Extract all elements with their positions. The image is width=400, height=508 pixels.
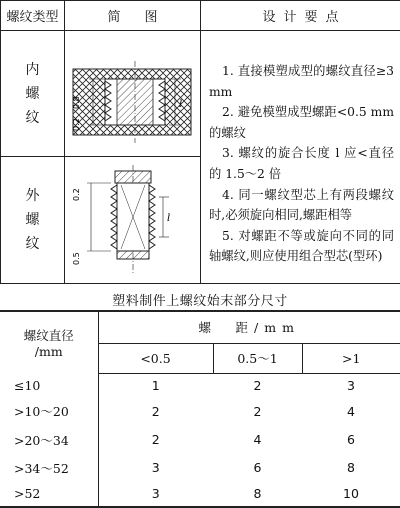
- table-row: [0, 373, 400, 397]
- table-row: [0, 397, 400, 425]
- pitch-header: 螺 距/mm: [98, 311, 400, 343]
- diameter-range: >10～20: [0, 397, 98, 425]
- header-thread-type: 螺纹类型: [1, 1, 65, 31]
- length-label-ext: l: [167, 213, 171, 224]
- design-point-4: 4. 同一螺纹型芯上有两段螺纹时,必须旋向相同,螺距相等: [209, 187, 394, 223]
- size-table-caption: 塑料制件上螺纹始末部分尺寸: [112, 294, 288, 309]
- dim-b-label-ext: 0.5: [72, 252, 81, 265]
- diameter-range: >34～52: [0, 454, 98, 482]
- table-row: [0, 425, 400, 453]
- pitch-range-2: 0.5～1: [213, 343, 302, 373]
- value-cell: 2: [151, 403, 160, 419]
- pitch-range-1: <0.5: [98, 343, 213, 373]
- design-point-5: 5. 对螺距不等或旋向不同的同轴螺纹,则应使用组合型芯(型环): [209, 228, 394, 264]
- internal-thread-label: 内螺纹: [25, 61, 40, 126]
- diameter-unit: /mm: [34, 344, 63, 359]
- pitch-range-3: >1: [302, 343, 400, 373]
- internal-thread-figure-cell: [65, 31, 201, 157]
- design-points-cell: [201, 31, 400, 284]
- header-figure: 简图: [65, 1, 201, 31]
- length-label: l: [179, 99, 183, 110]
- dim-a-label: 0.8: [72, 96, 81, 109]
- value-cell: 1: [151, 377, 160, 393]
- value-cell: 6: [253, 460, 262, 476]
- design-point-3: 3. 螺纹的旋合长度 l 应<直径的 1.5～2 倍: [209, 146, 394, 181]
- external-thread-diagram: [65, 157, 200, 283]
- value-cell: 2: [151, 432, 160, 448]
- internal-thread-row: [1, 31, 400, 157]
- design-point-2: 2. 避免模塑成型螺距<0.5 mm的螺纹: [209, 105, 394, 140]
- value-cell: 4: [347, 403, 355, 419]
- value-cell: 8: [213, 482, 302, 507]
- dim-a-label-ext: 0.2: [72, 188, 81, 201]
- value-cell: 3: [151, 460, 160, 476]
- diameter-range: ≤10: [0, 373, 98, 397]
- diameter-range: >52: [0, 482, 98, 507]
- diameter-header-cell: [0, 311, 98, 373]
- header-design-points: 设计要点: [201, 1, 400, 31]
- diameter-header: 螺纹直径: [23, 328, 74, 343]
- table-row: [0, 482, 400, 507]
- dim-b-label: 0.2: [72, 118, 81, 131]
- value-cell: 8: [347, 460, 355, 476]
- diameter-range: >20～34: [0, 425, 98, 453]
- size-header-row-1: [0, 311, 400, 343]
- value-cell: 4: [253, 432, 262, 448]
- value-cell: 10: [302, 482, 400, 507]
- design-point-1: 1. 直接模塑成型的螺纹直径≥3 mm: [209, 64, 394, 99]
- table-row: [0, 454, 400, 482]
- value-cell: 6: [347, 432, 355, 448]
- external-thread-figure-cell: [65, 157, 201, 284]
- external-thread-label: 外螺纹: [25, 188, 40, 252]
- internal-thread-diagram: [65, 31, 200, 156]
- value-cell: 2: [253, 403, 262, 419]
- internal-thread-type-cell: [1, 31, 65, 157]
- thread-size-table: [0, 310, 400, 508]
- design-table-header-row: [1, 1, 400, 31]
- value-cell: 3: [98, 482, 213, 507]
- value-cell: 2: [253, 377, 262, 393]
- external-thread-type-cell: [1, 157, 65, 284]
- value-cell: 3: [347, 377, 355, 393]
